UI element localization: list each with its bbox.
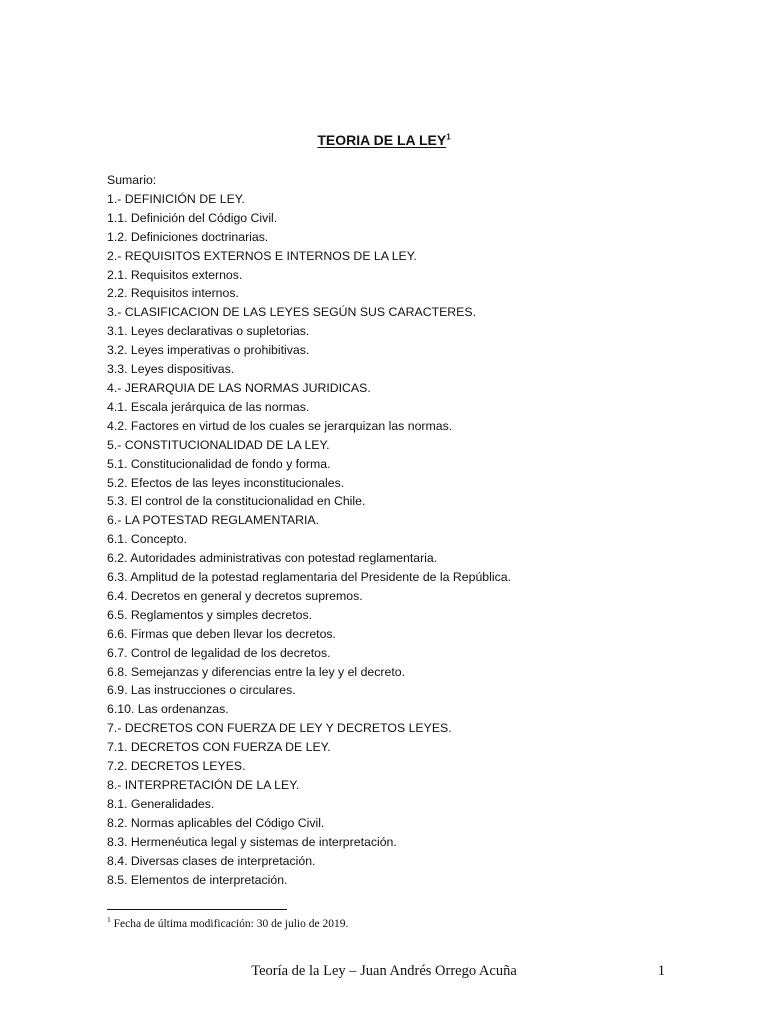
summary-item: 8.5. Elementos de interpretación.: [107, 872, 288, 887]
summary-item: 5.- CONSTITUCIONALIDAD DE LA LEY.: [107, 437, 330, 452]
summary-item: 3.1. Leyes declarativas o supletorias.: [107, 324, 310, 339]
footer-text: Teoría de la Ley – Juan Andrés Orrego Acuña: [251, 963, 517, 979]
summary-item: 3.2. Leyes imperativas o prohibitivas.: [107, 343, 310, 358]
summary-item: 2.- REQUISITOS EXTERNOS E INTERNOS DE LA LEY.: [107, 248, 417, 263]
summary-item: 6.1. Concepto.: [107, 532, 187, 547]
footnote-divider: [107, 909, 287, 910]
summary-item: 4.1. Escala jerárquica de las normas.: [107, 399, 310, 414]
summary-item: 2.1. Requisitos externos.: [107, 267, 243, 282]
summary-item: 8.3. Hermenéutica legal y sistemas de interpretación.: [107, 834, 397, 849]
summary-item: 6.8. Semejanzas y diferencias entre la ley y el decreto.: [107, 664, 406, 679]
summary-item: 6.4. Decretos en general y decretos supremos.: [107, 588, 363, 603]
summary-list: [107, 171, 667, 889]
summary-item: 8.4. Diversas clases de interpretación.: [107, 853, 316, 868]
summary-item: 1.1. Definición del Código Civil.: [107, 210, 278, 225]
summary-item: 8.2. Normas aplicables del Código Civil.: [107, 815, 325, 830]
summary-item: 6.3. Amplitud de la potestad reglamentaria del Presidente de la República.: [107, 570, 512, 585]
summary-heading: Sumario:: [107, 173, 157, 187]
summary-item: 6.2. Autoridades administrativas con potestad reglamentaria.: [107, 551, 438, 566]
document-title: [0, 130, 768, 150]
summary-item: 4.2. Factores en virtud de los cuales se jerarquizan las normas.: [107, 418, 453, 433]
summary-item: 8.1. Generalidades.: [107, 796, 215, 811]
summary-item: 6.10. Las ordenanzas.: [107, 702, 229, 717]
footnote: [107, 917, 348, 932]
summary-item: 1.2. Definiciones doctrinarias.: [107, 229, 269, 244]
summary-item: 2.2. Requisitos internos.: [107, 286, 239, 301]
page-footer: [0, 960, 768, 982]
title-text: TEORIA DE LA LEY: [317, 132, 447, 148]
summary-item: 3.- CLASIFICACION DE LAS LEYES SEGÚN SUS CARACTERES.: [107, 305, 477, 320]
summary-item: 6.5. Reglamentos y simples decretos.: [107, 607, 313, 622]
summary-items: [107, 190, 667, 890]
footnote-text: Fecha de última modificación: 30 de julio de 2019.: [110, 918, 349, 930]
summary-item: 8.- INTERPRETACIÓN DE LA LEY.: [107, 778, 300, 792]
summary-item: 4.- JERARQUIA DE LAS NORMAS JURIDICAS.: [107, 380, 371, 395]
summary-item: 7.2. DECRETOS LEYES.: [107, 759, 246, 774]
summary-item: 6.9. Las instrucciones o circulares.: [107, 683, 296, 698]
title-footnote-marker: 1: [446, 132, 451, 142]
summary-item: 5.1. Constitucionalidad de fondo y forma.: [107, 456, 331, 471]
summary-item: 5.2. Efectos de las leyes inconstitucionales.: [107, 475, 345, 490]
footnote-marker: 1: [107, 915, 111, 925]
summary-item: 1.- DEFINICIÓN DE LEY.: [107, 191, 245, 206]
summary-item: 7.- DECRETOS CON FUERZA DE LEY Y DECRETOS LEYES.: [107, 721, 452, 736]
summary-item: 3.3. Leyes dispositivas.: [107, 362, 235, 377]
summary-item: 6.7. Control de legalidad de los decretos.: [107, 645, 331, 660]
summary-item: 7.1. DECRETOS CON FUERZA DE LEY.: [107, 740, 331, 755]
summary-item: 6.- LA POTESTAD REGLAMENTARIA.: [107, 513, 320, 528]
summary-item: 5.3. El control de la constitucionalidad en Chile.: [107, 494, 366, 509]
page-number: 1: [657, 963, 665, 979]
summary-item: 6.6. Firmas que deben llevar los decretos.: [107, 626, 336, 641]
